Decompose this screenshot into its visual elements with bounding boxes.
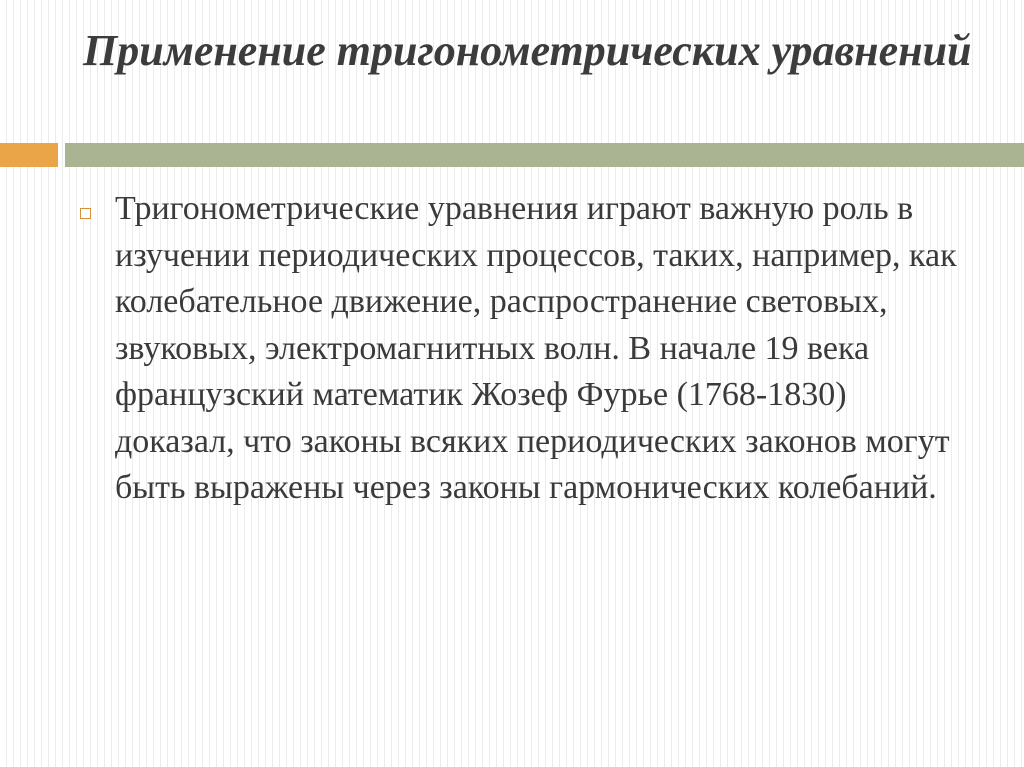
slide-title: Применение тригонометрических уравнений [83, 26, 972, 75]
square-bullet-icon [80, 208, 91, 219]
bullet-item [76, 186, 976, 512]
accent-bar-green [65, 143, 1024, 167]
bullet-text: Тригонометрические уравнения играют важную роль в изучении периодических процессов, таких, например, как колебательное движение, распространение световых, звуковых, электромагнитных волн. В начале 19 века французский математик Жозеф Фурье (1768-1830) доказал, что законы всяких периодических законов могут быть выражены через законы гармонических колебаний. [115, 190, 957, 506]
accent-bar-orange [0, 143, 58, 167]
